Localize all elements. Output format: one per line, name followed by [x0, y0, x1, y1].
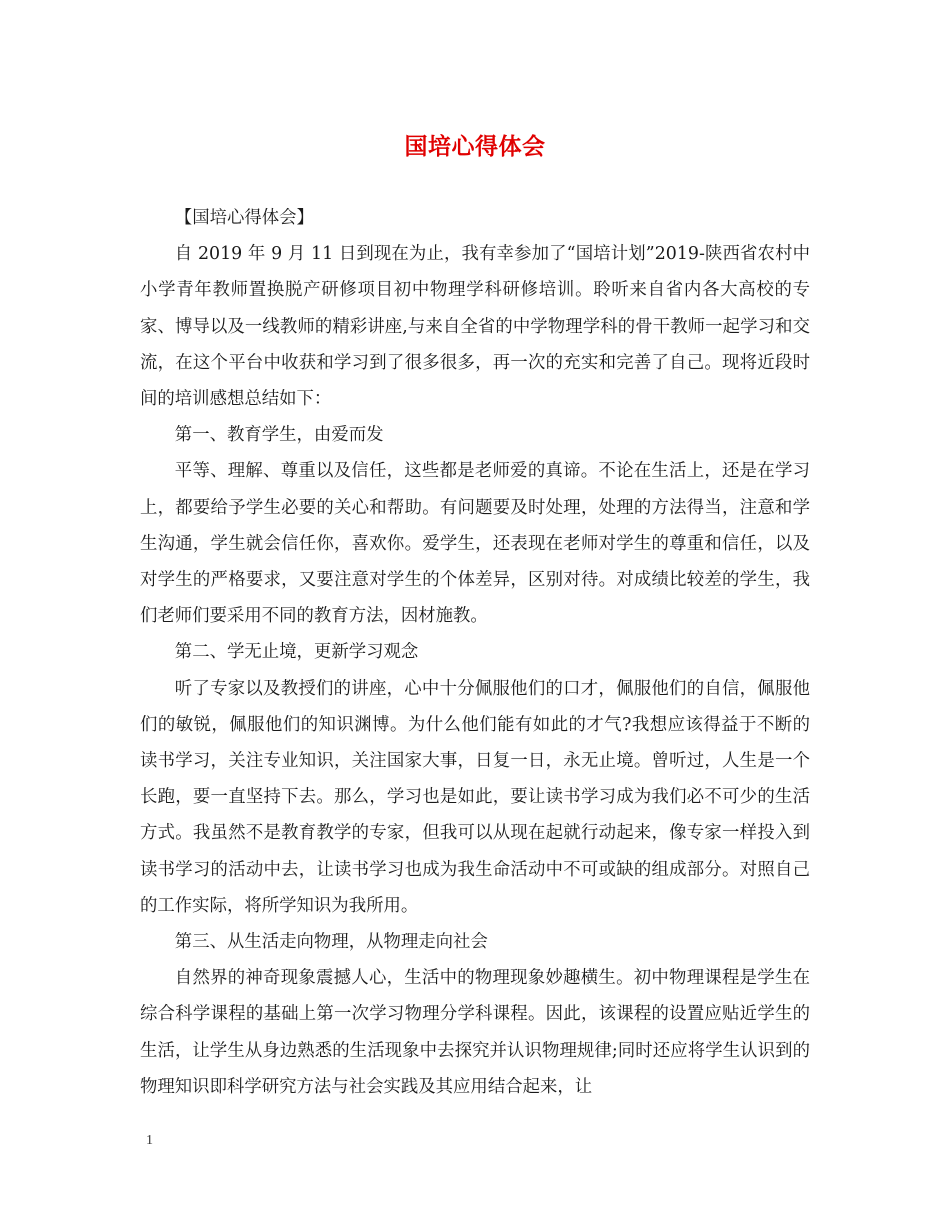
page-number: 1: [146, 1133, 153, 1148]
document-title: 国培心得体会: [404, 133, 546, 160]
section-heading-2: 第二、学无止境，更新学习观念: [174, 642, 419, 663]
section-heading-3: 第三、从生活走向物理，从物理走向社会: [174, 932, 488, 953]
section-3-paragraph: 自然界的神奇现象震撼人心，生活中的物理现象妙趣横生。初中物理课程是学生在综合科学课程的基础上第一次学习物理分学科课程。因此，该课程的设置应贴近学生的生活，让学生从身边熟悉的生活现象中去探究并认识物理规律;同时还应将学生认识到的物理知识即科学研究方法与社会实践及其应用结合起来，让: [140, 968, 810, 1097]
section-label: 【国培心得体会】: [174, 208, 314, 228]
document-body: [140, 200, 810, 1105]
section-heading-1: 第一、教育学生，由爱而发: [174, 425, 384, 446]
intro-paragraph: 自 2019 年 9 月 11 日到现在为止，我有幸参加了“国培计划”2019-陕西省农村中小学青年教师置换脱产研修项目初中物理学科研修培训。聆听来自省内各大高校的专家、博导以及一线教师的精彩讲座,与来自全省的中学物理学科的骨干教师一起学习和交流，在这个平台中收获和学习到了很多很多，再一次的充实和完善了自己。现将近段时间的培训感想总结如下：: [140, 244, 810, 410]
section-2-paragraph: 听了专家以及教授们的讲座，心中十分佩服他们的口才，佩服他们的自信，佩服他们的敏锐，佩服他们的知识渊博。为什么他们能有如此的才气?我想应该得益于不断的读书学习，关注专业知识，关注国家大事，日复一日，永无止境。曾听过，人生是一个长跑，要一直坚持下去。那么，学习也是如此，要让读书学习成为我们必不可少的生活方式。我虽然不是教育教学的专家，但我可以从现在起就行动起来，像专家一样投入到读书学习的活动中去，让读书学习也成为我生命活动中不可或缺的组成部分。对照自己的工作实际，将所学知识为我所用。: [140, 678, 810, 916]
section-1-paragraph: 平等、理解、尊重以及信任，这些都是老师爱的真谛。不论在生活上，还是在学习上，都要给予学生必要的关心和帮助。有问题要及时处理，处理的方法得当，注意和学生沟通，学生就会信任你，喜欢你。爱学生，还表现在老师对学生的尊重和信任，以及对学生的严格要求，又要注意对学生的个体差异，区别对待。对成绩比较差的学生，我们老师们要采用不同的教育方法，因材施教。: [140, 461, 810, 627]
